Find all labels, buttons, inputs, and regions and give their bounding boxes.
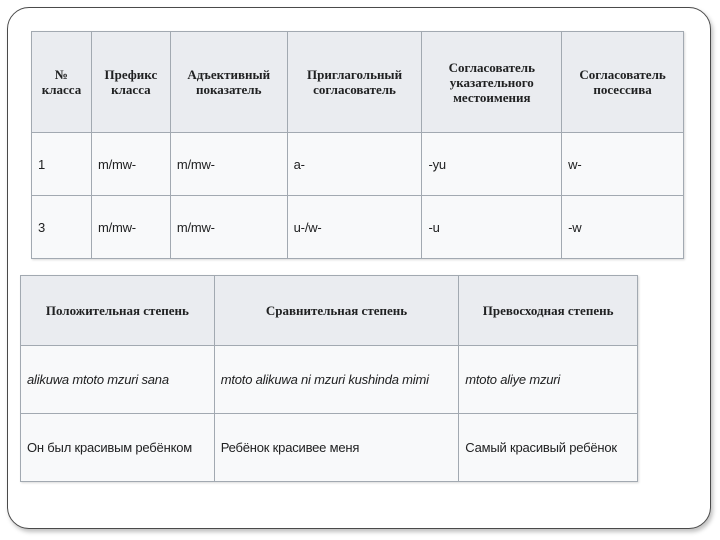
table-cell: m/mw- <box>91 133 170 196</box>
table-cell: m/mw- <box>170 196 287 259</box>
header-class-prefix: Префикс класса <box>91 32 170 133</box>
table-cell: u-/w- <box>287 196 422 259</box>
table-cell: a- <box>287 133 422 196</box>
header-class-number: № класса <box>32 32 92 133</box>
header-demonstrative-agreement: Согласователь указательного местоимения <box>422 32 562 133</box>
table-row <box>21 414 638 482</box>
russian-translation: Он был красивым ребёнком <box>21 414 215 482</box>
swahili-example: mtoto aliye mzuri <box>459 346 638 414</box>
swahili-example: mtoto alikuwa ni mzuri kushinda mimi <box>214 346 459 414</box>
table-row <box>32 133 684 196</box>
russian-translation: Ребёнок красивее меня <box>214 414 459 482</box>
header-superlative-degree: Превосходная степень <box>459 276 638 346</box>
table-cell: -yu <box>422 133 562 196</box>
noun-class-table <box>31 31 684 259</box>
adjective-degree-table <box>20 275 638 482</box>
header-adjectival-marker: Адъективный показатель <box>170 32 287 133</box>
russian-translation: Самый красивый ребёнок <box>459 414 638 482</box>
header-possessive-agreement: Согласователь посессива <box>562 32 684 133</box>
table-cell: 1 <box>32 133 92 196</box>
table-cell: w- <box>562 133 684 196</box>
table-cell: -w <box>562 196 684 259</box>
table-row <box>32 196 684 259</box>
table-header-row <box>21 276 638 346</box>
table-cell: m/mw- <box>170 133 287 196</box>
table-row <box>21 346 638 414</box>
header-verbal-agreement: Приглагольный согласователь <box>287 32 422 133</box>
header-comparative-degree: Сравнительная степень <box>214 276 459 346</box>
header-positive-degree: Положительная степень <box>21 276 215 346</box>
swahili-example: alikuwa mtoto mzuri sana <box>21 346 215 414</box>
table-header-row <box>32 32 684 133</box>
table-cell: 3 <box>32 196 92 259</box>
table-cell: -u <box>422 196 562 259</box>
table-cell: m/mw- <box>91 196 170 259</box>
